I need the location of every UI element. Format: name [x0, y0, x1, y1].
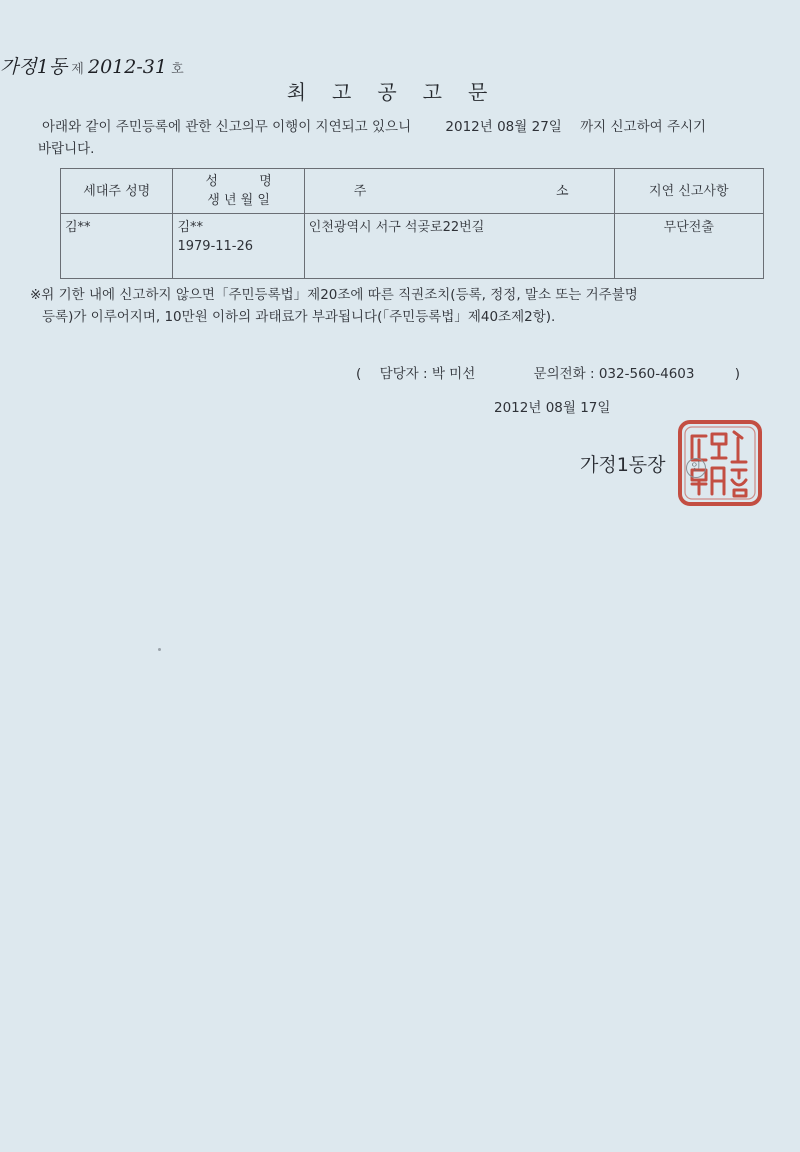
header-birth: 생 년 월 일 [207, 193, 270, 208]
table-header-row [61, 169, 764, 214]
header-address-right: 소 [555, 183, 569, 199]
cell-name: 김** [177, 220, 204, 235]
header-householder: 세대주 성명 [61, 169, 173, 214]
intro-paragraph [42, 116, 782, 138]
document-number [0, 52, 184, 79]
doc-number-prefix: 제 [71, 62, 84, 77]
seal-mark: 인 [686, 458, 706, 478]
doc-number-value-handwritten: 2012-31 [88, 56, 167, 78]
doc-number-office-handwritten: 가정1동 [0, 56, 68, 78]
cell-overdue: 무단전출 [614, 214, 763, 279]
cell-name-birth [173, 214, 304, 279]
intro-text-after: 까지 신고하여 주시기 [580, 119, 707, 135]
overdue-report-table [60, 168, 764, 279]
header-name: 성 명 [205, 174, 272, 189]
intro-text: 아래와 같이 주민등록에 관한 신고의무 이행이 지연되고 있으니 [42, 119, 412, 135]
contact-close-paren: ) [734, 366, 741, 382]
page-title: 최고공고문 [286, 80, 514, 104]
penalty-note-line2: 등록)가 이루어지며, 10만원 이하의 과태료가 부과됩니다(「주민등록법」제40조제2항). [42, 309, 556, 325]
intro-text-line2: 바랍니다. [38, 141, 95, 157]
deadline-date: 2012년 08월 27일 [445, 119, 562, 135]
contact-phone: 문의전화 : 032-560-4603 [533, 366, 695, 382]
header-overdue: 지연 신고사항 [614, 169, 763, 214]
contact-open-paren: ( [356, 366, 362, 382]
table-row [61, 214, 764, 279]
header-name-birth [173, 169, 304, 214]
issue-date: 2012년 08월 17일 [494, 400, 611, 416]
cell-address: 인천광역시 서구 석곶로22번길 [304, 214, 614, 279]
contact-info [356, 362, 740, 382]
header-address [304, 169, 614, 214]
contact-person: 담당자 : 박 미선 [379, 366, 476, 382]
scan-speck [158, 648, 161, 651]
header-address-left: 주 [353, 183, 367, 199]
signer-title: 가정1동장 [580, 454, 666, 476]
cell-birth: 1979-11-26 [177, 239, 254, 254]
penalty-note-line1: ※위 기한 내에 신고하지 않으면「주민등록법」제20조에 따른 직권조치(등록, 정정, 말소 또는 거주불명 [30, 287, 638, 303]
cell-householder: 김** [61, 214, 173, 279]
doc-number-suffix: 호 [171, 62, 184, 77]
